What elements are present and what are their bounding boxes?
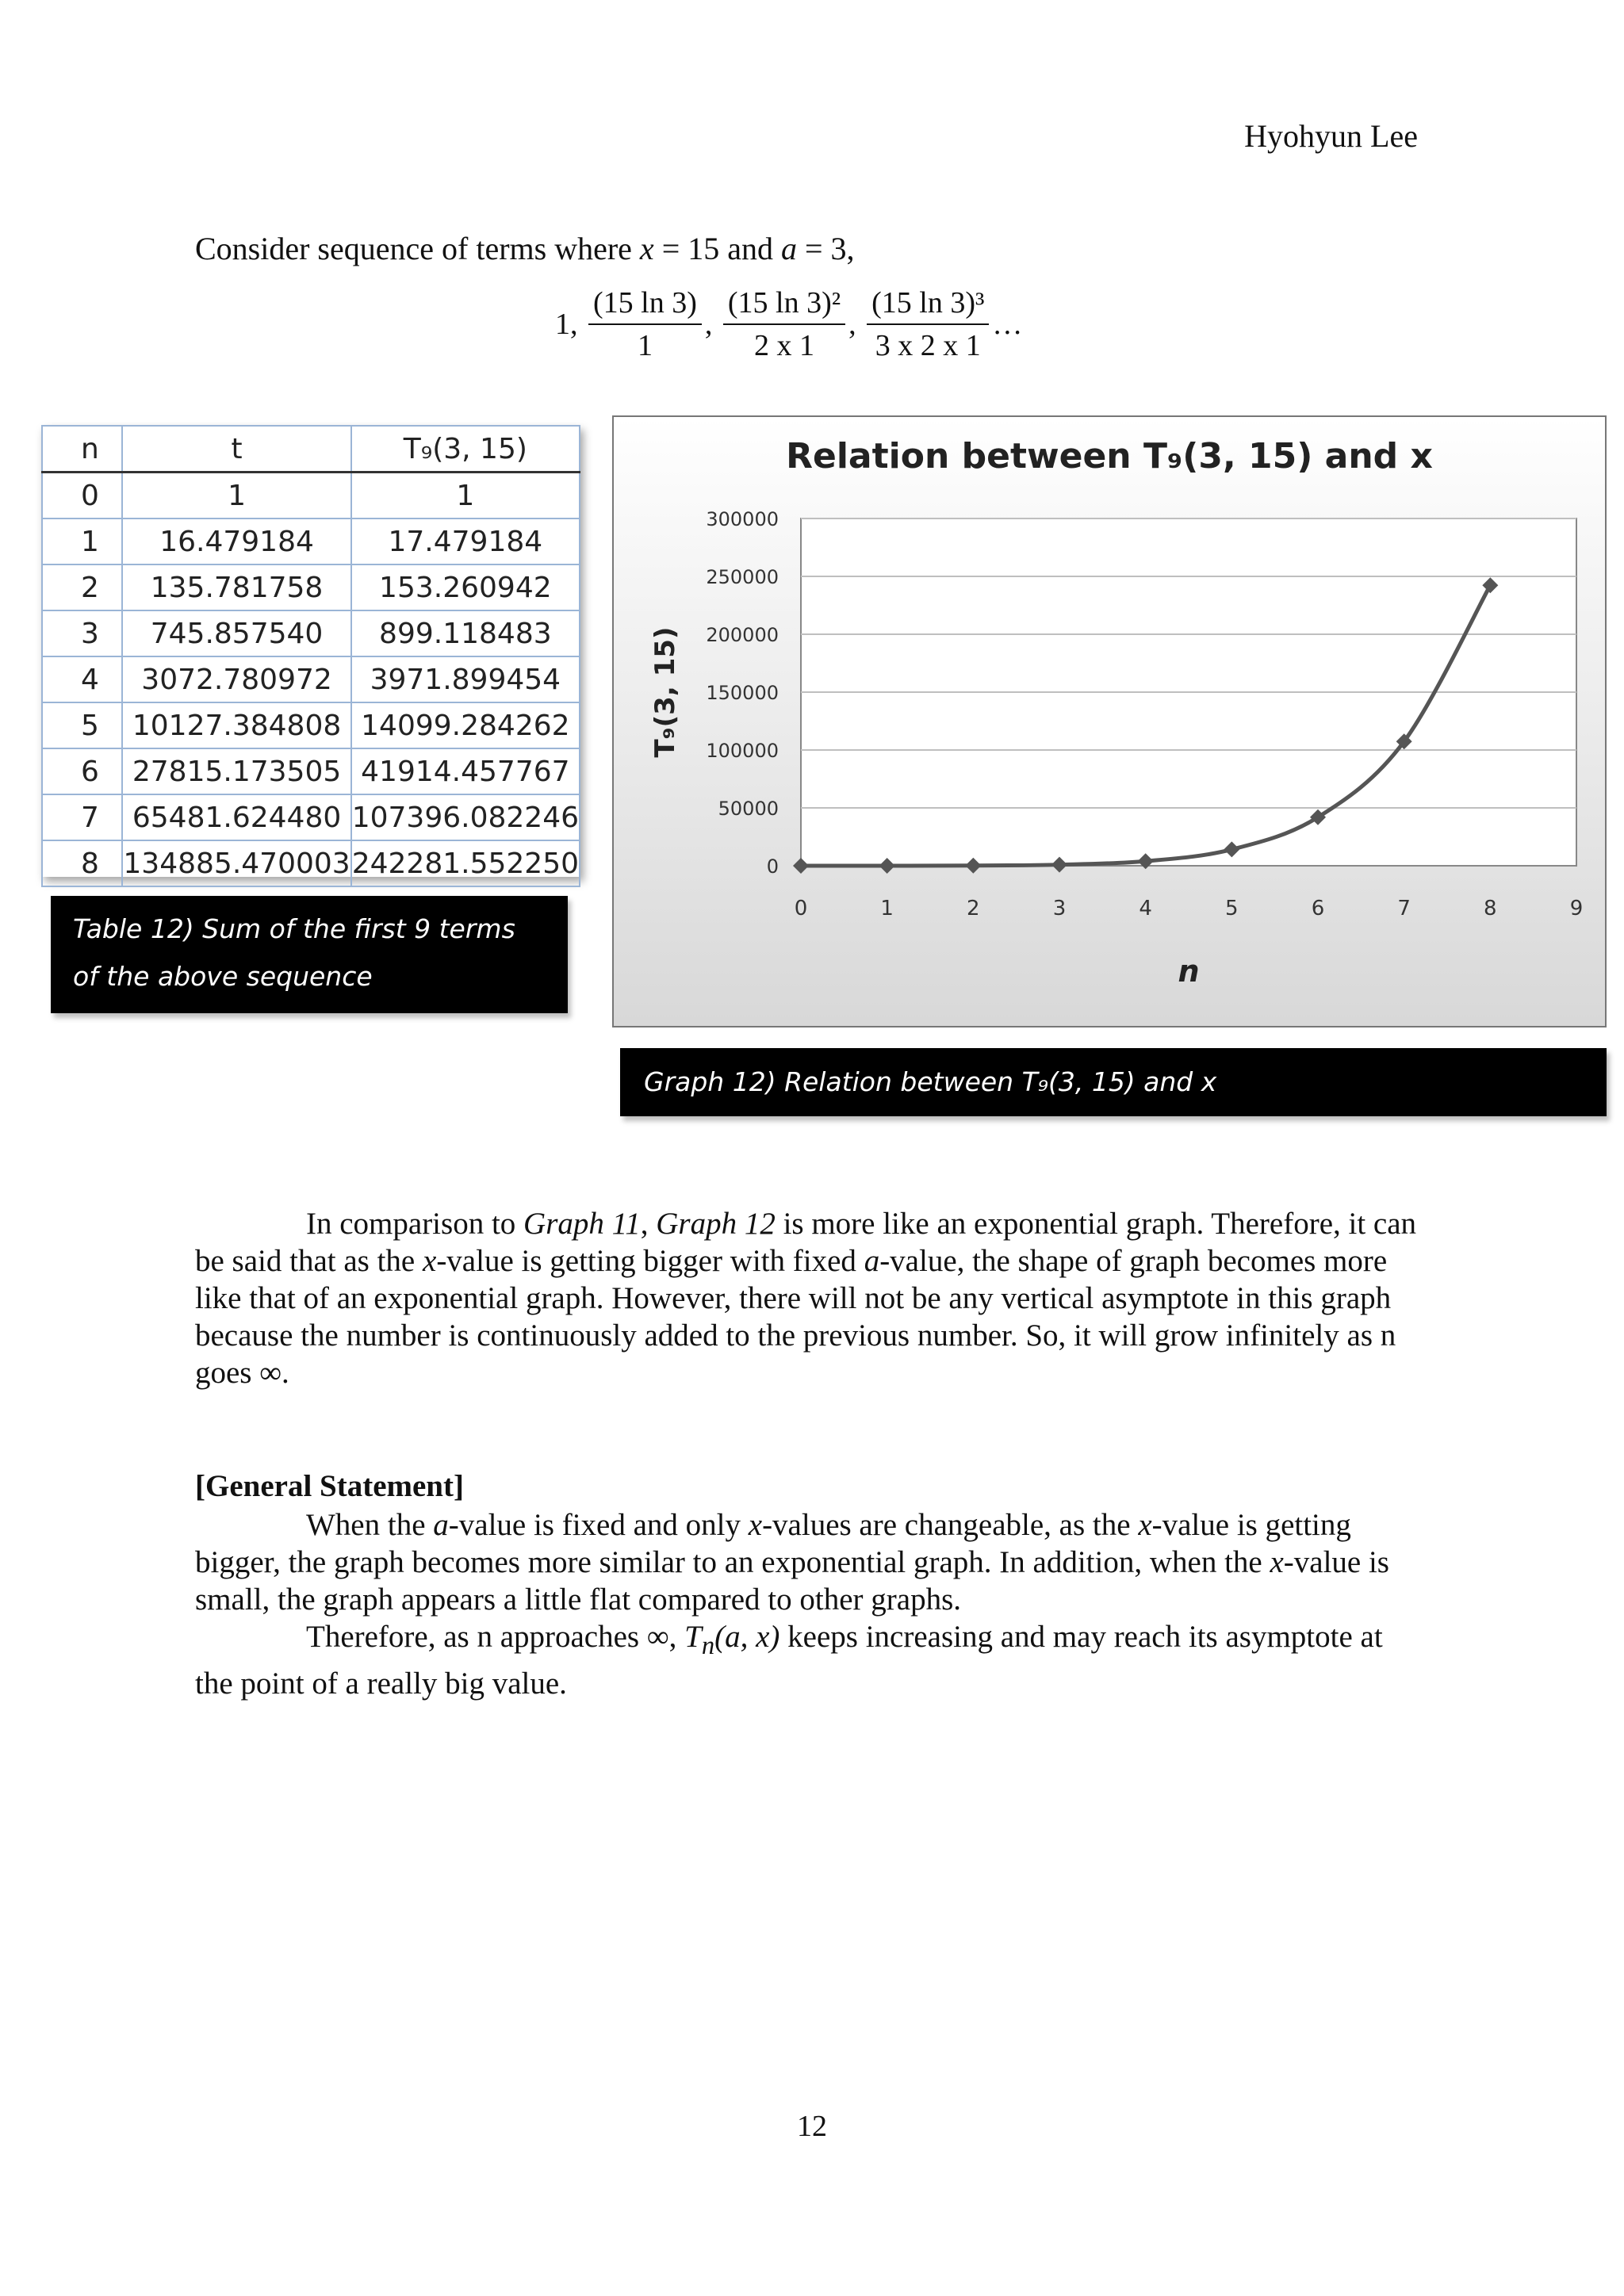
comparison-paragraph	[195, 1205, 1432, 1391]
x-tick-label: 8	[1484, 897, 1497, 920]
cell-n: 8	[42, 840, 122, 886]
table-header-row	[42, 426, 580, 473]
x-axis-ticks	[795, 897, 1584, 920]
x-tick-label: 2	[967, 897, 980, 920]
gs-n-subscript: n	[701, 1631, 715, 1660]
column-header-sum: T₉(3, 15)	[351, 426, 580, 473]
intro-sentence	[195, 230, 855, 267]
sequence-formula	[555, 285, 1022, 363]
intro-a-var: a	[781, 231, 797, 266]
cell-sum: 14099.284262	[351, 702, 580, 748]
cell-t: 16.479184	[122, 519, 350, 564]
table-row	[42, 794, 580, 840]
cell-t: 135.781758	[122, 564, 350, 610]
cell-sum: 3971.899454	[351, 656, 580, 702]
table-row	[42, 840, 580, 886]
cell-t: 65481.624480	[122, 794, 350, 840]
table-row	[42, 610, 580, 656]
chart-title: Relation between T₉(3, 15) and x	[786, 436, 1433, 476]
cell-sum: 17.479184	[351, 519, 580, 564]
y-tick-label: 150000	[706, 682, 779, 704]
table-row	[42, 702, 580, 748]
cell-sum: 41914.457767	[351, 748, 580, 794]
intro-prefix: Consider sequence of terms where	[195, 231, 640, 266]
formula-term-1	[588, 285, 702, 363]
term-1-denominator: 1	[637, 329, 653, 362]
table-row	[42, 564, 580, 610]
formula-term-3	[867, 285, 989, 363]
cell-n: 3	[42, 610, 122, 656]
y-tick-label: 250000	[706, 566, 779, 588]
formula-first-term: 1,	[555, 308, 578, 341]
cell-t: 134885.470003	[122, 840, 350, 886]
cell-sum: 242281.552250	[351, 840, 580, 886]
term-2-denominator: 2 x 1	[754, 329, 814, 362]
gs-T-var: T	[684, 1620, 702, 1654]
p1-text-3: is more like an exponential graph. Therefore, it can be said that as the	[195, 1207, 1417, 1278]
x-tick-label: 3	[1052, 897, 1067, 920]
x-tick-label: 9	[1569, 897, 1584, 920]
intro-a-text: = 3,	[797, 231, 855, 266]
cell-t: 10127.384808	[122, 702, 350, 748]
data-table-container	[41, 425, 580, 880]
cell-t: 1	[122, 473, 350, 519]
cell-t: 3072.780972	[122, 656, 350, 702]
table-row	[42, 473, 580, 519]
p1-text-1: In comparison to	[306, 1207, 524, 1241]
gs-text-4: -value is getting bigger, the graph becomes more similar to an exponential graph. In addition, when the	[195, 1508, 1351, 1579]
x-tick-label: 6	[1311, 897, 1325, 920]
table-row	[42, 519, 580, 564]
gs-x-var: x	[1138, 1508, 1152, 1542]
x-tick-label: 1	[880, 897, 894, 920]
x-tick-label: 0	[794, 897, 808, 920]
table-row	[42, 748, 580, 794]
gs-text-5: -value is small, the graph appears a little flat compared to other graphs.	[195, 1545, 1389, 1617]
x-axis-label: n	[1178, 954, 1200, 989]
page-number: 12	[797, 2110, 827, 2143]
term-3-numerator: (15 ln 3)³	[867, 285, 989, 325]
x-tick-label: 7	[1397, 897, 1411, 920]
gs-text-2: -value is fixed and only	[448, 1508, 749, 1542]
y-axis-label: T₉(3, 15)	[649, 626, 681, 758]
term-3-denominator: 3 x 2 x 1	[875, 329, 981, 362]
chart-area	[612, 415, 1607, 1027]
general-statement-heading: [General Statement]	[195, 1469, 464, 1503]
gs-text-7: keeps increasing and may reach its asymptote at the point of a really big value.	[195, 1620, 1383, 1701]
general-statement-body	[195, 1506, 1416, 1702]
intro-x-text: = 15 and	[653, 231, 781, 266]
y-tick-label: 0	[766, 855, 779, 878]
formula-comma: ,	[848, 308, 856, 341]
table-row	[42, 656, 580, 702]
p1-a-var: a	[864, 1244, 880, 1278]
p1-x-var: x	[423, 1244, 437, 1278]
cell-t: 745.857540	[122, 610, 350, 656]
p1-graph12: Graph 12	[656, 1207, 776, 1241]
x-tick-label: 4	[1139, 897, 1152, 920]
p1-text-4: -value is getting bigger with fixed	[436, 1244, 864, 1278]
author-header: Hyohyun Lee	[1244, 118, 1418, 154]
cell-sum: 153.260942	[351, 564, 580, 610]
term-2-numerator: (15 ln 3)²	[723, 285, 845, 325]
general-paragraph-1	[195, 1506, 1416, 1618]
cell-sum: 107396.082246	[351, 794, 580, 840]
p1-text-5: -value, the shape of graph becomes more like that of an exponential graph. However, there will not be any vertical asymptote in this graph because the number is continuously added to the previous number. So, it will grow infinitely as n goes ∞.	[195, 1244, 1396, 1390]
formula-ellipsis: …	[992, 308, 1023, 341]
term-1-numerator: (15 ln 3)	[588, 285, 702, 325]
gs-text-6: Therefore, as n approaches ∞,	[306, 1620, 685, 1654]
cell-n: 7	[42, 794, 122, 840]
formula-term-2	[723, 285, 845, 363]
formula-comma: ,	[704, 308, 713, 341]
cell-sum: 899.118483	[351, 610, 580, 656]
column-header-t: t	[122, 426, 350, 473]
data-table	[41, 425, 580, 887]
cell-n: 1	[42, 519, 122, 564]
gs-text-1: When the	[306, 1508, 434, 1542]
y-tick-label: 100000	[706, 740, 779, 762]
p1-graph11: Graph 11	[523, 1207, 641, 1241]
gs-args: (a, x)	[714, 1620, 780, 1654]
y-tick-label: 200000	[706, 624, 779, 646]
gs-text-3: -values are changeable, as the	[762, 1508, 1139, 1542]
graph-caption: Graph 12) Relation between T₉(3, 15) and x	[620, 1048, 1607, 1116]
column-header-n: n	[42, 426, 122, 473]
gs-x-var: x	[748, 1508, 763, 1542]
y-tick-label: 300000	[706, 508, 779, 530]
general-paragraph-2	[195, 1618, 1416, 1702]
gs-x-var: x	[1270, 1545, 1284, 1579]
intro-x-var: x	[639, 231, 654, 266]
gs-a-var: a	[433, 1508, 449, 1542]
cell-n: 0	[42, 473, 122, 519]
cell-n: 2	[42, 564, 122, 610]
table-caption: Table 12) Sum of the first 9 terms of the above sequence	[51, 896, 568, 1013]
cell-n: 4	[42, 656, 122, 702]
p1-text-2: ,	[640, 1207, 657, 1241]
line-chart	[614, 417, 1605, 1026]
cell-t: 27815.173505	[122, 748, 350, 794]
y-tick-label: 50000	[718, 798, 779, 820]
cell-n: 5	[42, 702, 122, 748]
cell-n: 6	[42, 748, 122, 794]
table-body	[42, 473, 580, 887]
x-tick-label: 5	[1225, 897, 1239, 920]
cell-sum: 1	[351, 473, 580, 519]
y-axis-ticks	[706, 508, 779, 878]
